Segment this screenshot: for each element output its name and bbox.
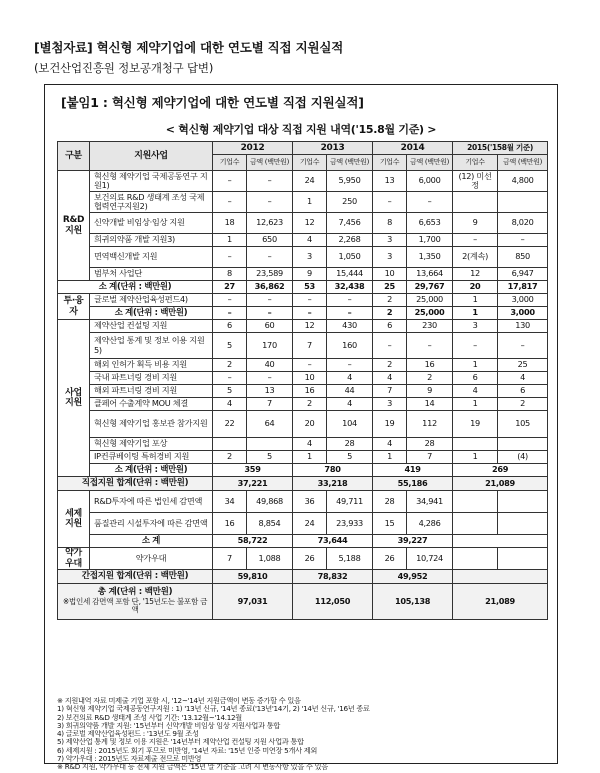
cell-amount-2012: 59,810 bbox=[213, 570, 293, 584]
cell-count-2014: 4 bbox=[373, 438, 407, 451]
cell-amount-2013: 78,832 bbox=[293, 570, 373, 584]
cell-amount-2015 bbox=[453, 535, 548, 548]
row-label: 보건의료 R&D 생태계 조성 국제협력연구지원2) bbox=[90, 192, 213, 213]
table-row bbox=[58, 320, 548, 333]
cell-count-2015: 9 bbox=[453, 213, 498, 234]
cell-count-2014: 13 bbox=[373, 171, 407, 192]
cell-amount-2014: 230 bbox=[407, 320, 453, 333]
table-row bbox=[58, 247, 548, 268]
cell-count-2012: 5 bbox=[213, 333, 247, 359]
indirect-total-row bbox=[58, 570, 548, 584]
attachment-box bbox=[44, 84, 558, 772]
cell-count-2013: 24 bbox=[293, 513, 327, 535]
footnote: 7) 약가우대 : 2015년도 자료제출 전므로 미반영 bbox=[57, 755, 202, 764]
row-label: 면역백신개발 지원 bbox=[90, 247, 213, 268]
cell-amount-2012: 36,862 bbox=[247, 281, 293, 294]
cell-count-2013: 9 bbox=[293, 268, 327, 281]
cell-amount-2015: 130 bbox=[498, 320, 548, 333]
cell-count-2014: 4 bbox=[373, 372, 407, 385]
cell-amount-2015: 17,817 bbox=[498, 281, 548, 294]
table-row bbox=[58, 372, 548, 385]
cell-count-2013: 4 bbox=[293, 234, 327, 247]
cell-count-2015: 1 bbox=[453, 359, 498, 372]
support-table bbox=[57, 141, 548, 620]
cell-amount-2013: 44 bbox=[327, 385, 373, 398]
cell-count-2013: 1 bbox=[293, 192, 327, 213]
cell-count-2015: 20 bbox=[453, 281, 498, 294]
cell-amount-2013: 28 bbox=[327, 438, 373, 451]
cell-amount-2015: 21,089 bbox=[453, 584, 548, 620]
cell-amount-2012: – bbox=[247, 294, 293, 307]
cell-count-2015: 1 bbox=[453, 307, 498, 320]
cell-count-2015: 1 bbox=[453, 451, 498, 464]
cell-count-2014: 6 bbox=[373, 320, 407, 333]
cell-count-2013: 26 bbox=[293, 548, 327, 570]
cell-amount-2013: 250 bbox=[327, 192, 373, 213]
cell-count-2014: – bbox=[373, 192, 407, 213]
cell-count-2015 bbox=[453, 192, 498, 213]
category-business: 사업 지원 bbox=[58, 320, 90, 477]
cell-amount-2015: (4) bbox=[498, 451, 548, 464]
direct-total-row bbox=[58, 477, 548, 491]
table-row bbox=[58, 234, 548, 247]
cell-amount-2012: 12,623 bbox=[247, 213, 293, 234]
header-year-2014: 2014 bbox=[373, 142, 453, 155]
cell-amount-2012: 37,221 bbox=[213, 477, 293, 491]
cell-amount-2015: 105 bbox=[498, 411, 548, 438]
cell-count-2012: 8 bbox=[213, 268, 247, 281]
header-year-2012: 2012 bbox=[213, 142, 293, 155]
cell-count-2013: 24 bbox=[293, 171, 327, 192]
footnote: 3) 희귀의약품 개발 지원: '15년부터 신약개발 비임상 임상 지원사업과 통합 bbox=[57, 721, 280, 730]
table-row bbox=[58, 213, 548, 234]
cell-amount-2015: 3,000 bbox=[498, 307, 548, 320]
row-label: 품질관리 시설투자에 따른 감면액 bbox=[90, 513, 213, 535]
cell-count-2014: – bbox=[373, 333, 407, 359]
cell-count-2013: 12 bbox=[293, 320, 327, 333]
cell-amount-2014: 29,767 bbox=[407, 281, 453, 294]
cell-count-2012: – bbox=[213, 294, 247, 307]
header-year-2015: 2015('158월 기준) bbox=[453, 142, 548, 155]
cell-amount-2014: 7 bbox=[407, 451, 453, 464]
cell-amount-2013: 7,456 bbox=[327, 213, 373, 234]
row-label: 혁신형 제약기업 포상 bbox=[90, 438, 213, 451]
cell-count-2012: – bbox=[213, 171, 247, 192]
row-label: 해외 파트너링 경비 지원 bbox=[90, 385, 213, 398]
cell-amount-2015: 25 bbox=[498, 359, 548, 372]
category-rd: R&D 지원 bbox=[58, 171, 90, 281]
cell-amount-2014: 34,941 bbox=[407, 491, 453, 513]
cell-count-2015: 12 bbox=[453, 268, 498, 281]
cell-amount-2015: 8,020 bbox=[498, 213, 548, 234]
cell-amount-2012: – bbox=[247, 372, 293, 385]
cell-count-2014: 2 bbox=[373, 294, 407, 307]
cell-count-2013: 53 bbox=[293, 281, 327, 294]
cell-count-2014: 7 bbox=[373, 385, 407, 398]
cell-amount-2013: 4 bbox=[327, 398, 373, 411]
cell-count-2015: 1 bbox=[453, 398, 498, 411]
cell-amount-2015: 850 bbox=[498, 247, 548, 268]
cell-count-2014: 8 bbox=[373, 213, 407, 234]
cell-amount-2015: 3,000 bbox=[498, 294, 548, 307]
cell-amount-2014: 49,952 bbox=[373, 570, 453, 584]
cell-count-2013: 12 bbox=[293, 213, 327, 234]
cell-amount-2012: 8,854 bbox=[247, 513, 293, 535]
cell-count-2012: 18 bbox=[213, 213, 247, 234]
cell-count-2012: 34 bbox=[213, 491, 247, 513]
grand-total-note: ※법인세 감면액 포함 단, '15년도는 불포함 금액 bbox=[62, 596, 208, 615]
row-label: 제약산업 통계 및 정보 이용 지원5) bbox=[90, 333, 213, 359]
cell-count-2014: 28 bbox=[373, 491, 407, 513]
cell-amount-2014: 10,724 bbox=[407, 548, 453, 570]
table-row bbox=[58, 411, 548, 438]
cell-amount-2013: 2,268 bbox=[327, 234, 373, 247]
cell-count-2014: 3 bbox=[373, 234, 407, 247]
cell-amount-2013: 49,711 bbox=[327, 491, 373, 513]
cell-amount-2012: 5 bbox=[247, 451, 293, 464]
cell-amount-2015 bbox=[498, 491, 548, 513]
table-row bbox=[58, 548, 548, 570]
header-amount: 금액 (백만원) bbox=[247, 155, 293, 171]
cell-amount-2013: 4 bbox=[327, 372, 373, 385]
cell-count-2014: 2 bbox=[373, 307, 407, 320]
cell-amount-2012: – bbox=[247, 307, 293, 320]
row-label: 클페어 수출계약 MOU 체결 bbox=[90, 398, 213, 411]
cell-amount-2015: 6,947 bbox=[498, 268, 548, 281]
cell-amount-2014: 28 bbox=[407, 438, 453, 451]
footnote: ※ 지원내역 자료 미제출 기업 포함 시, '12~'14년 지원금액이 변동 증가할 수 있음 bbox=[57, 697, 301, 705]
subtotal-row-invest bbox=[58, 307, 548, 320]
cell-count-2013: 3 bbox=[293, 247, 327, 268]
cell-count-2015: 6 bbox=[453, 372, 498, 385]
cell-amount-2015: – bbox=[498, 333, 548, 359]
cell-count-2015: 2(계속) bbox=[453, 247, 498, 268]
cell-amount-2013: – bbox=[327, 294, 373, 307]
header-amount: 금액 (백만원) bbox=[327, 155, 373, 171]
footnote: 2) 보건의료 R&D 생태계 조성 사업 기간: '13.12월~'14.12월 bbox=[57, 713, 242, 722]
footnote: 6) 세제지원 : 2015년도 회기 후므로 미반영, '14년 자료: '15년 인증 미연장 5개사 제외 bbox=[57, 746, 317, 755]
cell-amount-2012: 64 bbox=[247, 411, 293, 438]
cell-count-2014: 2 bbox=[373, 359, 407, 372]
cell-count-2015 bbox=[453, 491, 498, 513]
cell-amount-2014: 4,286 bbox=[407, 513, 453, 535]
row-label: 글로벌 제약산업육성펀드4) bbox=[90, 294, 213, 307]
row-label: 국내 파트너링 경비 지원 bbox=[90, 372, 213, 385]
cell-count-2014: 1 bbox=[373, 451, 407, 464]
grand-total-label bbox=[58, 584, 213, 620]
table-row bbox=[58, 513, 548, 535]
cell-amount-2014: 16 bbox=[407, 359, 453, 372]
cell-count-2012: 22 bbox=[213, 411, 247, 438]
cell-count-2013: 36 bbox=[293, 491, 327, 513]
row-label: 신약개발 비임상·임상 지원 bbox=[90, 213, 213, 234]
grand-total-title: 총 계(단위 : 백만원) bbox=[97, 586, 173, 597]
indirect-total-label: 간접지원 합계(단위 : 백만원) bbox=[58, 570, 213, 584]
cell-amount-2012: 23,589 bbox=[247, 268, 293, 281]
cell-count-2014: 3 bbox=[373, 398, 407, 411]
cell-amount-2012: 49,868 bbox=[247, 491, 293, 513]
cell-count-2013: 1 bbox=[293, 451, 327, 464]
document-title: [별첨자료] 혁신형 제약기업에 대한 연도별 직접 지원실적 bbox=[34, 40, 344, 55]
cell-amount-2013: 33,218 bbox=[293, 477, 373, 491]
cell-count-2012: – bbox=[213, 307, 247, 320]
table-row bbox=[58, 294, 548, 307]
cell-amount-2015 bbox=[498, 548, 548, 570]
cell-count-2015 bbox=[453, 438, 498, 451]
cell-count-2013: 4 bbox=[293, 438, 327, 451]
cell-amount-2012: 170 bbox=[247, 333, 293, 359]
cell-amount-2013: – bbox=[327, 359, 373, 372]
cell-amount-2014: 112 bbox=[407, 411, 453, 438]
cell-amount-2014: 39,227 bbox=[373, 535, 453, 548]
cell-amount-2012: 60 bbox=[247, 320, 293, 333]
subtotal-row-rd bbox=[58, 281, 548, 294]
attachment-title: [붙임1 : 혁신형 제약기업에 대한 연도별 직접 지원실적] bbox=[61, 95, 364, 110]
header-amount: 금액 (백만원) bbox=[407, 155, 453, 171]
cell-amount-2014: 9 bbox=[407, 385, 453, 398]
cell-count-2012: – bbox=[213, 372, 247, 385]
cell-count-2015: 4 bbox=[453, 385, 498, 398]
row-label: 약가우대 bbox=[90, 548, 213, 570]
cell-amount-2013: 15,444 bbox=[327, 268, 373, 281]
footnote: 1) 혁신형 제약기업 국제공동연구지원 : 1) '13년 신규, '14년 종료('13년'14기, 2) '14년 신규, '16년 종료 bbox=[57, 705, 370, 714]
cell-amount-2014: 105,138 bbox=[373, 584, 453, 620]
cell-amount-2012: 97,031 bbox=[213, 584, 293, 620]
cell-amount-2013: 112,050 bbox=[293, 584, 373, 620]
table-row bbox=[58, 438, 548, 451]
cell-amount-2012: – bbox=[247, 192, 293, 213]
cell-amount-2014: 55,186 bbox=[373, 477, 453, 491]
cell-count-2012: 16 bbox=[213, 513, 247, 535]
footnote: 4) 글로벌 제약산업육성펀드 : '13년도 9월 조성 bbox=[57, 730, 199, 739]
subtotal-label: 소 계 bbox=[90, 535, 213, 548]
cell-amount-2014: 6,000 bbox=[407, 171, 453, 192]
subtotal-label: 소 계(단위 : 백만원) bbox=[58, 281, 213, 294]
cell-count-2013: – bbox=[293, 307, 327, 320]
table-row bbox=[58, 491, 548, 513]
cell-amount-2015: 4,800 bbox=[498, 171, 548, 192]
cell-count-2012: 4 bbox=[213, 398, 247, 411]
cell-amount-2015: 4 bbox=[498, 372, 548, 385]
cell-amount-2013: 73,644 bbox=[293, 535, 373, 548]
cell-count-2014: 19 bbox=[373, 411, 407, 438]
cell-count-2012: 27 bbox=[213, 281, 247, 294]
subtotal-row-tax bbox=[58, 535, 548, 548]
table-row bbox=[58, 268, 548, 281]
table-row bbox=[58, 385, 548, 398]
cell-count-2012: 7 bbox=[213, 548, 247, 570]
cell-count-2015: – bbox=[453, 333, 498, 359]
cell-count-2013: – bbox=[293, 294, 327, 307]
row-label: IP컨큐베이팅 특허경비 지원 bbox=[90, 451, 213, 464]
cell-count-2014: 15 bbox=[373, 513, 407, 535]
header-count: 기업수 bbox=[293, 155, 327, 171]
table-row bbox=[58, 451, 548, 464]
row-label: 혁신형 제약기업 홍보관 참가지원 bbox=[90, 411, 213, 438]
row-label: 희귀의약품 개발 지원3) bbox=[90, 234, 213, 247]
table-row bbox=[58, 333, 548, 359]
cell-amount-2012 bbox=[247, 438, 293, 451]
cell-amount-2015: 269 bbox=[453, 464, 548, 477]
cell-amount-2014: – bbox=[407, 333, 453, 359]
table-subtitle: < 혁신형 제약기업 대상 직접 지원 내역('15.8월 기준) > bbox=[165, 123, 437, 136]
row-label: 범부처 사업단 bbox=[90, 268, 213, 281]
cell-count-2012: 2 bbox=[213, 451, 247, 464]
cell-count-2015: 1 bbox=[453, 294, 498, 307]
cell-amount-2015 bbox=[453, 570, 548, 584]
category-pref: 약가 우대 bbox=[58, 548, 90, 570]
cell-amount-2012: 650 bbox=[247, 234, 293, 247]
header-count: 기업수 bbox=[373, 155, 407, 171]
footnotes bbox=[57, 697, 547, 772]
cell-amount-2013: 32,438 bbox=[327, 281, 373, 294]
cell-count-2012: – bbox=[213, 192, 247, 213]
header-category: 구분 bbox=[58, 142, 90, 171]
cell-amount-2012: 40 bbox=[247, 359, 293, 372]
header-count: 기업수 bbox=[213, 155, 247, 171]
cell-amount-2012: – bbox=[247, 247, 293, 268]
cell-amount-2014: 25,000 bbox=[407, 307, 453, 320]
row-label: R&D투자에 따른 법인세 감면액 bbox=[90, 491, 213, 513]
cell-count-2013: 10 bbox=[293, 372, 327, 385]
cell-amount-2014: 25,000 bbox=[407, 294, 453, 307]
cell-amount-2015: 6 bbox=[498, 385, 548, 398]
cell-count-2012: 6 bbox=[213, 320, 247, 333]
cell-amount-2013: 5 bbox=[327, 451, 373, 464]
category-tax: 세제 지원 bbox=[58, 491, 90, 548]
cell-count-2015 bbox=[453, 513, 498, 535]
cell-amount-2014: 1,350 bbox=[407, 247, 453, 268]
cell-amount-2014: – bbox=[407, 192, 453, 213]
cell-amount-2013: 430 bbox=[327, 320, 373, 333]
cell-amount-2014: 1,700 bbox=[407, 234, 453, 247]
cell-amount-2013: 5,188 bbox=[327, 548, 373, 570]
header-amount: 금액 (백만원) bbox=[498, 155, 548, 171]
footnote: ※ R&D 지원, 약가우대 등 전체 지원 금액은 '15년 말 기준을 고려 시 변동사항 있을 수 있음 bbox=[57, 763, 328, 772]
cell-count-2015: 3 bbox=[453, 320, 498, 333]
cell-amount-2015 bbox=[498, 192, 548, 213]
cell-amount-2012: 7 bbox=[247, 398, 293, 411]
cell-count-2012: 2 bbox=[213, 359, 247, 372]
row-label: 해외 인허가 획득 비용 지원 bbox=[90, 359, 213, 372]
cell-amount-2015 bbox=[498, 438, 548, 451]
cell-count-2013: 2 bbox=[293, 398, 327, 411]
cell-amount-2013: 160 bbox=[327, 333, 373, 359]
row-label: 제약산업 컨설팅 지원 bbox=[90, 320, 213, 333]
footnote: 5) 제약산업 통계 및 정보 이용 지원은 '14년부터 제약산업 컨설팅 지원 사업과 통합 bbox=[57, 738, 304, 747]
row-label: 혁신형 제약기업 국제공동연구 지원1) bbox=[90, 171, 213, 192]
cell-count-2014: 25 bbox=[373, 281, 407, 294]
cell-amount-2013: 104 bbox=[327, 411, 373, 438]
cell-count-2012: – bbox=[213, 247, 247, 268]
cell-count-2013: – bbox=[293, 359, 327, 372]
cell-count-2015: 19 bbox=[453, 411, 498, 438]
cell-amount-2012: 1,088 bbox=[247, 548, 293, 570]
cell-amount-2012: 58,722 bbox=[213, 535, 293, 548]
table-row bbox=[58, 192, 548, 213]
subtotal-label: 소 계(단위 : 백만원) bbox=[90, 464, 213, 477]
cell-amount-2013: – bbox=[327, 307, 373, 320]
cell-count-2013: 16 bbox=[293, 385, 327, 398]
cell-amount-2014: 6,653 bbox=[407, 213, 453, 234]
cell-amount-2014: 419 bbox=[373, 464, 453, 477]
table-row bbox=[58, 359, 548, 372]
header-row-years bbox=[58, 142, 548, 155]
direct-total-label: 직접지원 합계(단위 : 백만원) bbox=[58, 477, 213, 491]
header-year-2013: 2013 bbox=[293, 142, 373, 155]
cell-amount-2015: – bbox=[498, 234, 548, 247]
cell-amount-2014: 13,664 bbox=[407, 268, 453, 281]
cell-count-2014: 26 bbox=[373, 548, 407, 570]
cell-count-2015: (12) 미선정 bbox=[453, 171, 498, 192]
category-invest: 투·융자 bbox=[58, 294, 90, 320]
table-row bbox=[58, 398, 548, 411]
cell-amount-2015: 21,089 bbox=[453, 477, 548, 491]
cell-amount-2013: 5,950 bbox=[327, 171, 373, 192]
document-source: (보건산업진흥원 정보공개청구 답변) bbox=[34, 61, 214, 75]
cell-count-2012 bbox=[213, 438, 247, 451]
cell-count-2012: 5 bbox=[213, 385, 247, 398]
cell-amount-2013: 780 bbox=[293, 464, 373, 477]
cell-amount-2012: 359 bbox=[213, 464, 293, 477]
cell-count-2013: 20 bbox=[293, 411, 327, 438]
cell-amount-2014: 2 bbox=[407, 372, 453, 385]
cell-amount-2012: 13 bbox=[247, 385, 293, 398]
cell-count-2014: 3 bbox=[373, 247, 407, 268]
cell-count-2015: – bbox=[453, 234, 498, 247]
cell-amount-2012: – bbox=[247, 171, 293, 192]
cell-count-2013: 7 bbox=[293, 333, 327, 359]
cell-amount-2015 bbox=[498, 513, 548, 535]
header-count: 기업수 bbox=[453, 155, 498, 171]
cell-count-2014: 10 bbox=[373, 268, 407, 281]
cell-amount-2013: 23,933 bbox=[327, 513, 373, 535]
header-program: 지원사업 bbox=[90, 142, 213, 171]
table-row bbox=[58, 171, 548, 192]
cell-amount-2014: 14 bbox=[407, 398, 453, 411]
cell-amount-2015: 2 bbox=[498, 398, 548, 411]
cell-amount-2013: 1,050 bbox=[327, 247, 373, 268]
subtotal-label: 소 계(단위 : 백만원) bbox=[90, 307, 213, 320]
cell-count-2015 bbox=[453, 548, 498, 570]
grand-total-row bbox=[58, 584, 548, 620]
subtotal-row-business bbox=[58, 464, 548, 477]
cell-count-2012: 1 bbox=[213, 234, 247, 247]
